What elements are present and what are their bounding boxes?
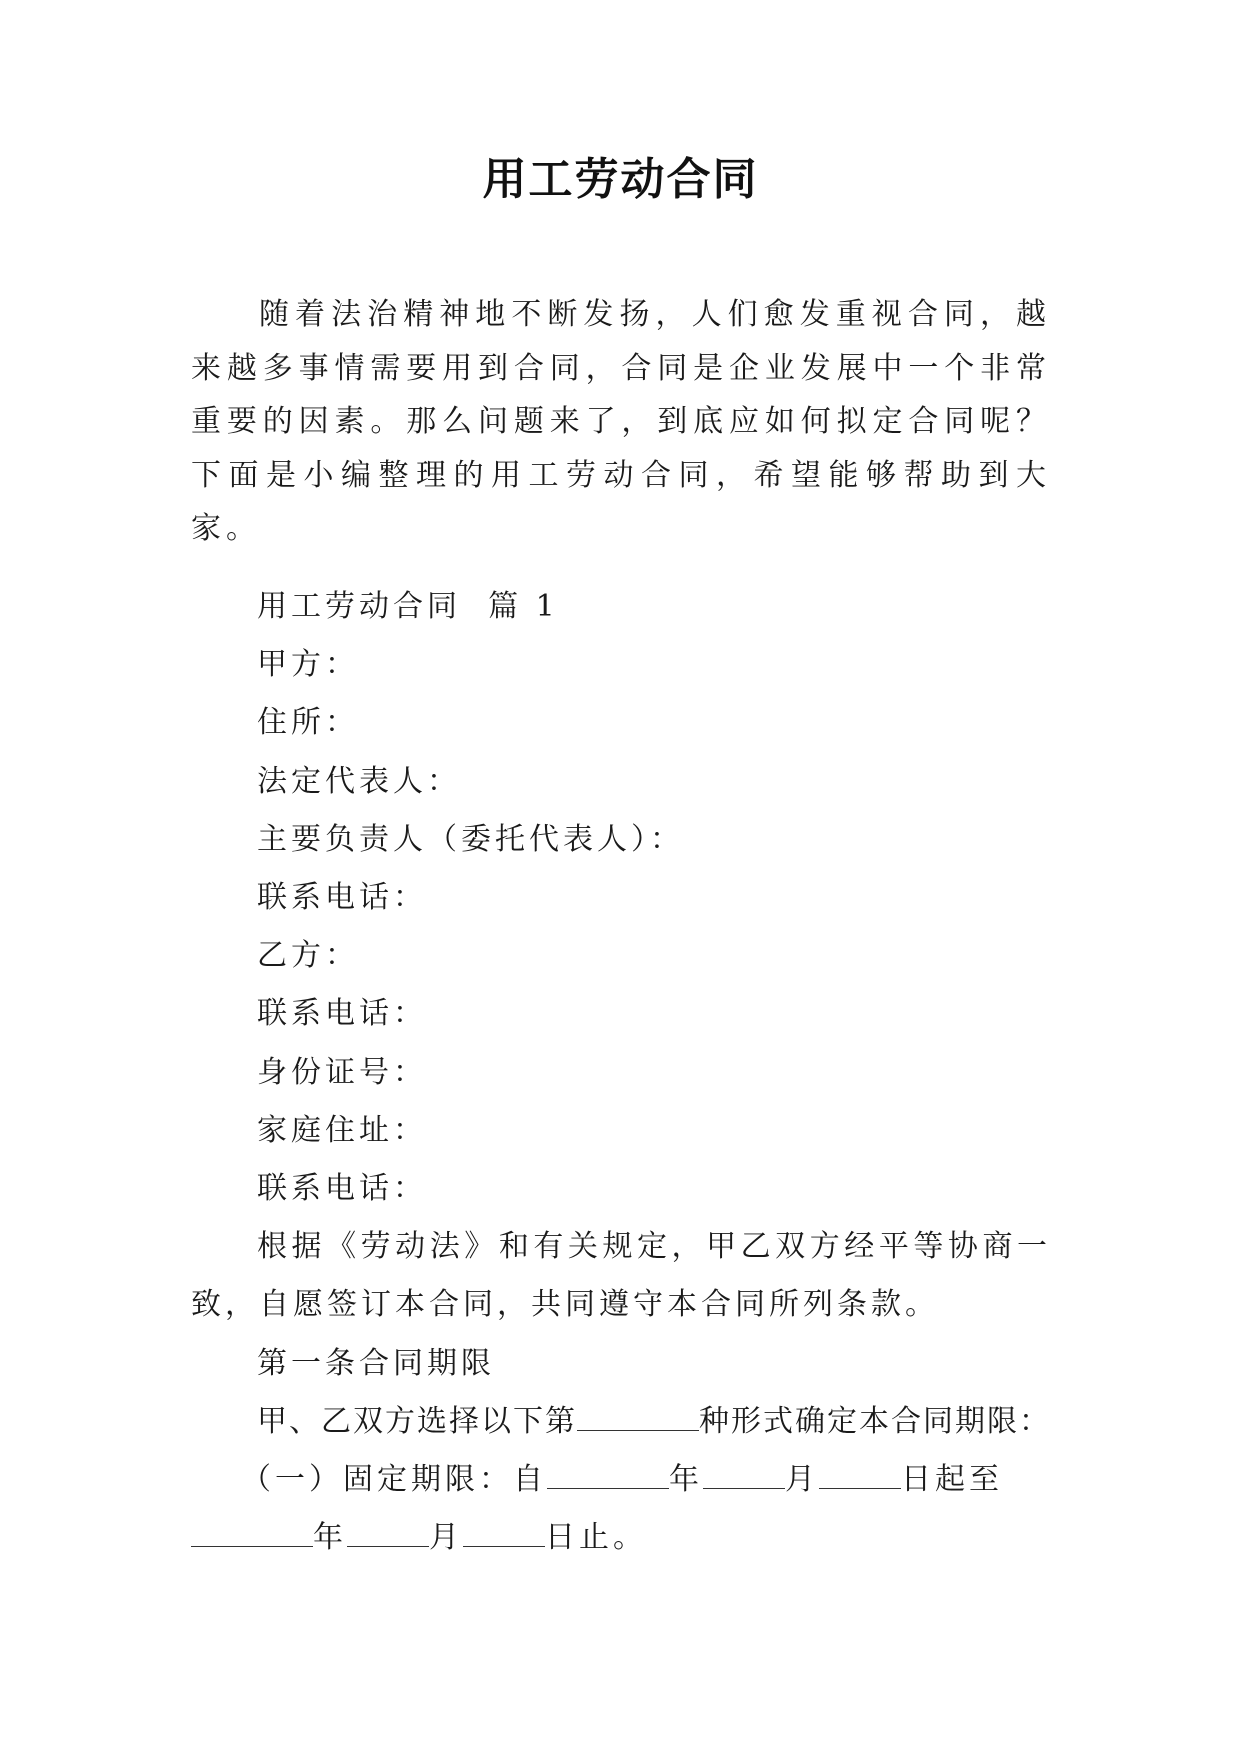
- start-month-blank: [703, 1462, 785, 1489]
- id-number-label: 身份证号：: [257, 1054, 427, 1090]
- end-year-blank: [191, 1520, 313, 1547]
- term-choice-blank: [577, 1404, 699, 1431]
- term-choice-prefix: 甲、乙双方选择以下第: [257, 1403, 577, 1439]
- article-1-heading: 第一条合同期限: [257, 1345, 495, 1381]
- start-year-blank: [547, 1462, 669, 1489]
- section-heading: 用工劳动合同 篇 1: [257, 589, 559, 624]
- end-day-blank: [463, 1520, 545, 1547]
- month-label: 月: [785, 1462, 819, 1498]
- start-day-blank: [819, 1462, 901, 1489]
- phone-label: 联系电话：: [257, 996, 427, 1032]
- party-b-label: 乙方：: [257, 938, 359, 974]
- fixed-term-prefix: （一）固定期限：自: [241, 1462, 547, 1498]
- month-label: 月: [429, 1520, 463, 1556]
- legal-rep-label: 法定代表人：: [257, 763, 461, 799]
- principal-label: 主要负责人（委托代表人）：: [257, 821, 684, 857]
- phone-label: 联系电话：: [257, 1171, 427, 1207]
- document-title: 用工劳动合同: [482, 154, 759, 205]
- intro-paragraph: 随着法治精神地不断发扬，人们愈发重视合同，越来越多事情需要用到合同，合同是企业发展中一个非常重要的因素。那么问题来了，到底应如何拟定合同呢？下面是小编整理的用工劳动合同，希望能够帮助到大家。: [191, 297, 1051, 546]
- day-until-label: 日止。: [545, 1520, 647, 1556]
- term-choice-line: [191, 1393, 1051, 1451]
- contract-body: [191, 578, 1051, 1567]
- fixed-term-end-line: [191, 1509, 1051, 1567]
- term-choice-suffix: 种形式确定本合同期限：: [699, 1403, 1051, 1439]
- year-label: 年: [313, 1520, 347, 1556]
- day-from-label: 日起至: [901, 1462, 1003, 1498]
- address-label: 住所：: [257, 705, 359, 741]
- fixed-term-line: [191, 1451, 1051, 1509]
- phone-label: 联系电话：: [257, 880, 427, 916]
- year-label: 年: [669, 1462, 703, 1498]
- party-a-label: 甲方：: [257, 647, 359, 683]
- end-month-blank: [347, 1520, 429, 1547]
- basis-paragraph: 根据《劳动法》和有关规定，甲乙双方经平等协商一致，自愿签订本合同，共同遵守本合同所列条款。: [191, 1229, 1051, 1323]
- home-address-label: 家庭住址：: [257, 1112, 427, 1148]
